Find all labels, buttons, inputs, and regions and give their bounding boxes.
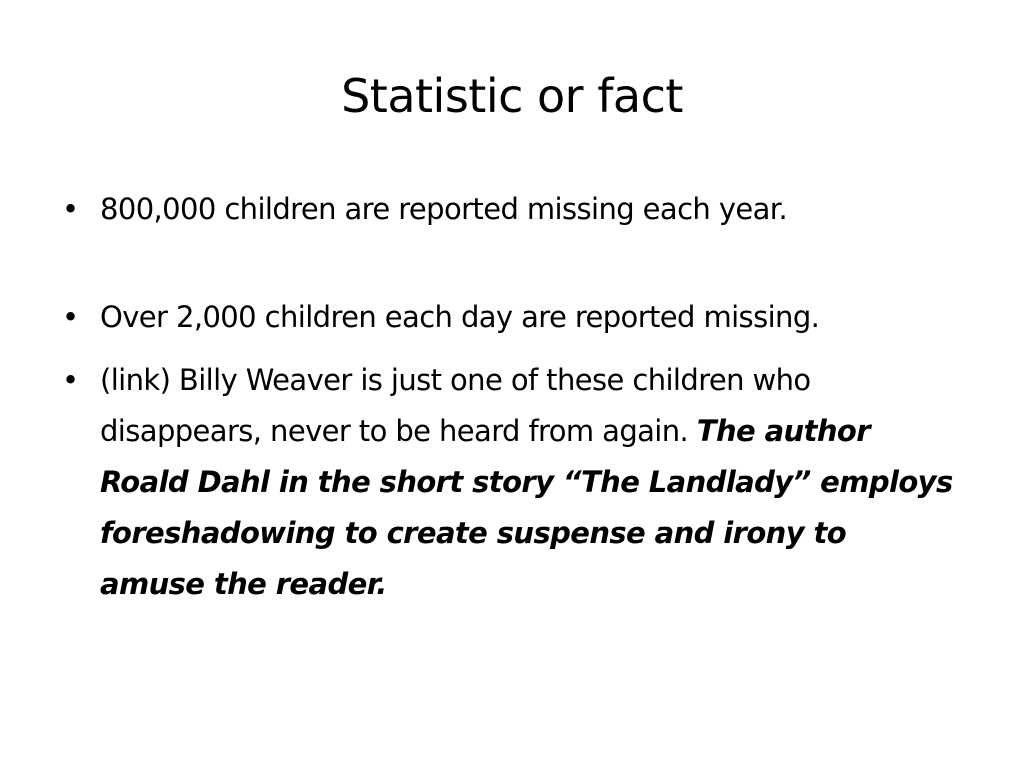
thesis-statement: The author Roald Dahl in the short story “The Landlady” employs foreshadowing to create suspense and irony to amuse the reader. — [100, 414, 953, 601]
bullet-list — [58, 184, 958, 610]
bullet-dot-icon: • — [62, 300, 79, 334]
bullet-item-missing-per-year — [58, 184, 958, 235]
bullet-text: 800,000 children are reported missing each year. — [100, 192, 788, 226]
bullet-dot-icon: • — [62, 363, 79, 397]
bullet-item-billy-weaver — [58, 355, 958, 610]
slide-title: Statistic or fact — [341, 69, 683, 123]
bullet-text: (link) Billy Weaver is just one of these children who disappears, never to be heard from again. — [100, 363, 811, 448]
bullet-item-missing-per-day — [58, 292, 958, 343]
bullet-text: Over 2,000 children each day are reported missing. — [100, 300, 820, 334]
bullet-dot-icon: • — [62, 192, 79, 226]
